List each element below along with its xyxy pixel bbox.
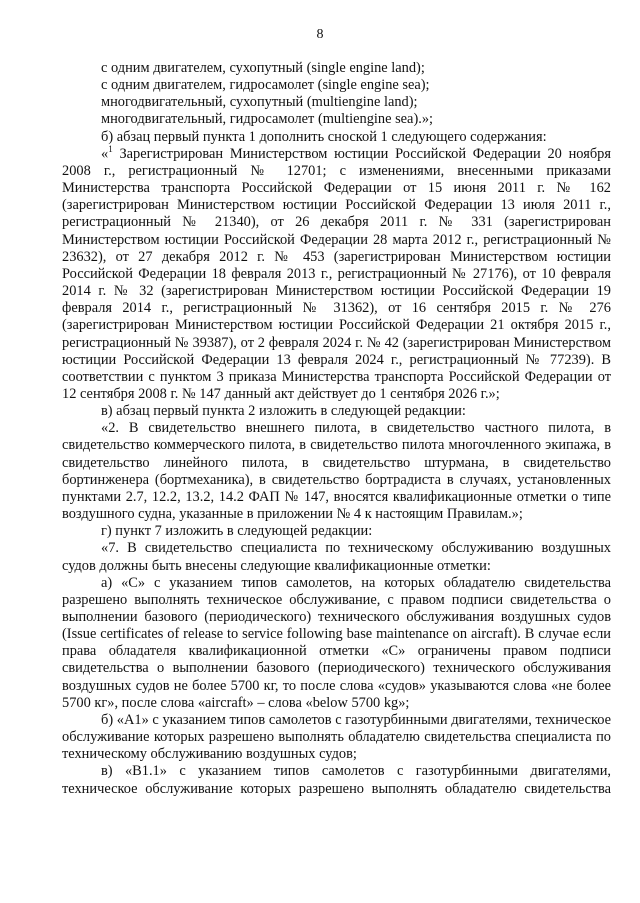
paragraph-aircraft-class-4: многодвигательный, гидросамолет (multiengine sea).»; [101, 111, 434, 128]
paragraph-item-7-a: а) «C» с указанием типов самолетов, на которых обладателю свидетельства разрешено выполнять техническое обслуживание, с правом подписи свидетельства о выполнении базового (периодического) технического обслуживания воздушных судов (Issue certificates of release to service following base maintenance on aircraft). В случае если права обладателя квалификационной отметки «C» ограничены правом подписи свидетельства о выполнении базового (периодического) технического обслуживания воздушных судов не более 5700 кг, то после слова «судов» указываются слова «не более 5700 кг», после слова «aircraft» – слова «below 5700 kg»; [62, 574, 611, 711]
paragraph-amendment-v: в) абзац первый пункта 2 изложить в следующей редакции: [101, 403, 466, 420]
paragraph-item-2-text: «2. В свидетельство внешнего пилота, в свидетельство частного пилота, в свидетельство коммерческого пилота, в свидетельство пилота многочленного экипажа, в свидетельство линейного пилота, в свидетельство штурмана, в свидетельство бортинженера (бортмеханика), в свидетельство бортрадиста в случаях, установленных пунктами 2.7, 12.2, 13.2, 14.2 ФАП № 147, вносятся квалификационные отметки о типе воздушного судна, указанные в приложении № 4 к настоящим Правилам.»; [62, 420, 611, 523]
footnote-mark: 1 [108, 143, 113, 154]
paragraph-aircraft-class-3: многодвигательный, сухопутный (multiengine land); [101, 94, 418, 111]
paragraph-aircraft-class-2: с одним двигателем, гидросамолет (single engine sea); [101, 77, 430, 94]
paragraph-aircraft-class-1: с одним двигателем, сухопутный (single engine land); [101, 60, 425, 76]
paragraph-item-7-intro: «7. В свидетельство специалиста по техническому обслуживанию воздушных судов должны быть внесены следующие квалификационные отметки: [62, 540, 611, 574]
paragraph-amendment-b: б) абзац первый пункта 1 дополнить сноской 1 следующего содержания: [101, 128, 547, 145]
quote-open: « [101, 145, 109, 162]
paragraph-item-7-v: в) «B1.1» с указанием типов самолетов с газотурбинными двигателями, техническое обслуживание которых разрешено выполнять обладателю свидетельства [62, 763, 611, 797]
page-number: 8 [316, 27, 324, 42]
paragraph-amendment-g: г) пункт 7 изложить в следующей редакции: [101, 523, 373, 540]
document-body [62, 60, 611, 798]
paragraph-item-7-b: б) «A1» с указанием типов самолетов с газотурбинными двигателями, техническое обслуживание которых разрешено выполнять обладателю свидетельства специалиста по техническому обслуживанию воздушных судов; [62, 711, 611, 763]
paragraph-footnote-text [62, 143, 611, 403]
footnote-body: Зарегистрирован Министерством юстиции Российской Федерации 20 ноября 2008 г., регистрационный № 12701; с изменениями, внесенными приказами Министерства транспорта Российской Федерации от 15 июня 2011 г. № 162 (зарегистрирован Министерством юстиции Российской Федерации 13 июля 2011 г., регистрационный № 21340), от 26 декабря 2011 г. № 331 (зарегистрирован Министерством юстиции Российской Федерации 28 марта 2012 г., регистрационный № 23632), от 27 декабря 2012 г. № 453 (зарегистрирован Министерством юстиции Российской Федерации 18 февраля 2013 г., регистрационный № 27176), от 10 февраля 2014 г. № 32 (зарегистрирован Министерством юстиции Российской Федерации 19 февраля 2014 г., регистрационный № 31362), от 16 сентября 2015 г. № 276 (зарегистрирован Министерством юстиции Российской Федерации 21 октября 2015 г., регистрационный № 39387), от 2 февраля 2024 г. № 42 (зарегистрирован Министерством юстиции Российской Федерации 13 февраля 2024 г., регистрационный № 77239). В соответствии с пунктом 3 приказа Министерства транспорта Российской Федерации от 12 сентября 2008 г. № 147 данный акт действует до 1 сентября 2026 г.»; [62, 145, 611, 402]
